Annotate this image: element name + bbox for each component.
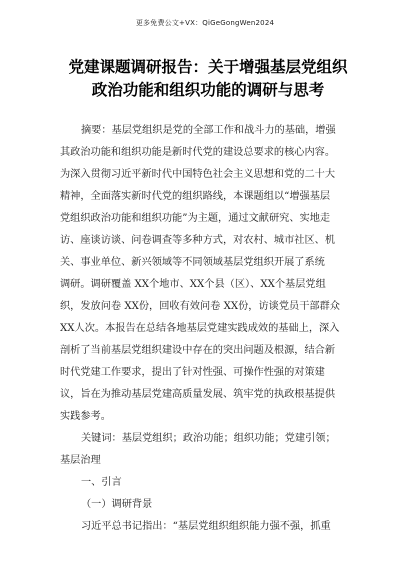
- abstract-line: 剖析了当前基层党组织建设中存在的突出问题及根源，结合新: [60, 345, 336, 356]
- abstract-line: 关、事业单位、新兴领域等不同领域基层党组织开展了系统: [60, 257, 325, 268]
- body-text-line: 习近平总书记指出：“基层党组织组织能力强不强，抓重: [81, 521, 331, 532]
- section-heading: 一、引言: [81, 477, 122, 488]
- title-line-1: 党建课题调研报告：关于增强基层党组织: [68, 58, 348, 76]
- abstract-line: 精神，全面落实新时代党的组织路线，本课题组以“增强基层: [60, 191, 331, 202]
- abstract-paragraph: [60, 120, 352, 428]
- abstract-line: XX人次。本报告在总结各地基层党建实践成效的基础上，深入: [60, 323, 340, 334]
- document-title: [58, 56, 358, 102]
- abstract-line: 摘要：基层党组织是党的全部工作和战斗力的基础，增强: [81, 125, 336, 136]
- document-body: [60, 120, 352, 538]
- abstract-line: 实践参考。: [60, 411, 111, 422]
- abstract-line: 访、座谈访谈、问卷调查等多种方式，对农村、城市社区、机: [60, 235, 336, 246]
- title-line-2: 政治功能和组织功能的调研与思考: [91, 81, 325, 99]
- keywords-line: 关键词：基层党组织；政治功能；组织功能；党建引领；: [81, 433, 336, 444]
- abstract-line: 议，旨在为推动基层党建高质量发展、筑牢党的执政根基提供: [60, 389, 336, 400]
- abstract-line: 织，发放问卷 XX份，回收有效问卷 XX份，访谈党员干部群众: [60, 301, 340, 312]
- abstract-line: 时代党建工作要求，提出了针对性强、可操作性强的对策建: [60, 367, 325, 378]
- abstract-line: 其政治功能和组织功能是新时代党的建设总要求的核心内容。: [60, 147, 336, 158]
- abstract-line: 为深入贯彻习近平新时代中国特色社会主义思想和党的二十大: [60, 169, 336, 180]
- header-note: 更多免费公文+VX：QiGeGongWen2024: [135, 19, 275, 27]
- keywords-paragraph: [60, 428, 352, 472]
- subsection-heading: （一）调研背景: [81, 499, 153, 510]
- abstract-line: 党组织政治功能和组织功能”为主题，通过文献研究、实地走: [60, 213, 331, 224]
- abstract-line: 调研。调研覆盖 XX个地市、XX个县（区）、XX个基层党组: [60, 279, 326, 290]
- keywords-line: 基层治理: [60, 455, 101, 466]
